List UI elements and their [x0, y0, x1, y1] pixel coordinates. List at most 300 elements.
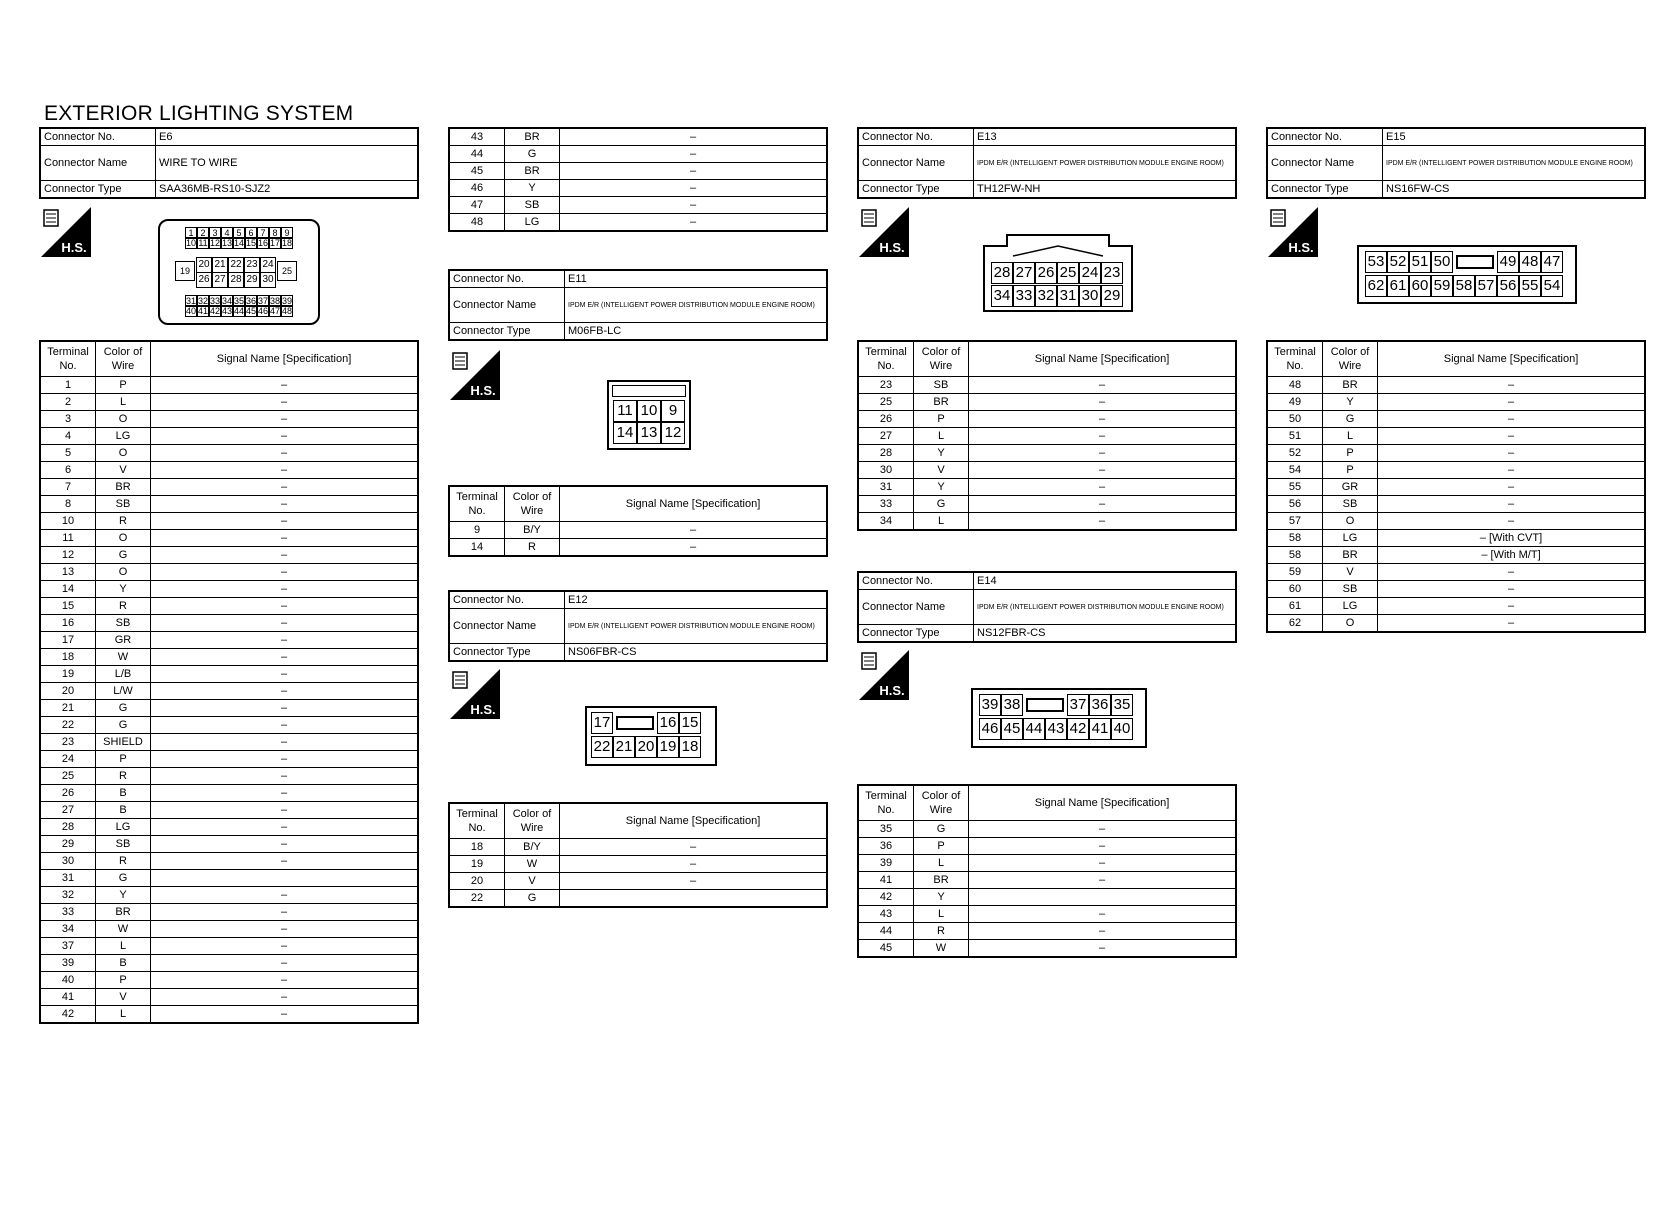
hs-badge-text: H.S. — [470, 383, 496, 398]
wire-color-cell: L — [96, 1006, 151, 1024]
pin: 58 — [1453, 275, 1475, 297]
table-row — [1267, 564, 1645, 581]
table-row — [40, 955, 418, 972]
terminal-no-cell: 25 — [858, 394, 914, 411]
connector-info-e15 — [1266, 127, 1646, 199]
pin: 3 — [209, 227, 221, 239]
keyway — [1453, 251, 1497, 273]
wire-color-cell: R — [96, 513, 151, 530]
pin: 25 — [277, 261, 297, 281]
signal-name-cell: – — [151, 785, 419, 802]
header-terminal: Terminal No. — [449, 486, 505, 522]
connector-face-e11 — [607, 380, 691, 450]
terminal-no-cell: 46 — [449, 180, 505, 197]
table-row — [40, 632, 418, 649]
pin: 33 — [1013, 285, 1035, 307]
connector-info-e13 — [857, 127, 1237, 199]
terminal-no-cell: 9 — [449, 522, 505, 539]
pin: 61 — [1387, 275, 1409, 297]
signal-name-cell: – — [1378, 411, 1646, 428]
terminal-no-cell: 50 — [1267, 411, 1323, 428]
pin: 24 — [1079, 262, 1101, 284]
pin: 40 — [1111, 718, 1133, 740]
wire-color-cell: V — [96, 462, 151, 479]
wire-color-cell: G — [505, 890, 560, 908]
terminal-no-cell: 27 — [858, 428, 914, 445]
table-row — [1267, 411, 1645, 428]
terminal-no-cell: 31 — [858, 479, 914, 496]
signal-name-cell: – — [151, 411, 419, 428]
wire-color-cell: LG — [96, 428, 151, 445]
pin: 43 — [1045, 718, 1067, 740]
pin: 28 — [228, 272, 244, 288]
table-row — [40, 802, 418, 819]
label-connector-type: Connector Type — [40, 181, 156, 199]
signal-name-cell: – — [560, 856, 828, 873]
terminal-no-cell: 6 — [40, 462, 96, 479]
connector-no-value: E15 — [1383, 128, 1646, 146]
pin: 1 — [185, 227, 197, 239]
connector-face-e12 — [585, 706, 717, 766]
wire-color-cell: Y — [96, 581, 151, 598]
terminal-no-cell: 41 — [858, 872, 914, 889]
terminal-no-cell: 13 — [40, 564, 96, 581]
header-terminal: Terminal No. — [1267, 341, 1323, 377]
terminal-no-cell: 37 — [40, 938, 96, 955]
signal-name-cell: – — [560, 214, 828, 232]
signal-name-cell: – — [969, 838, 1237, 855]
table-row — [40, 394, 418, 411]
label-connector-type: Connector Type — [858, 625, 974, 643]
pin: 46 — [979, 718, 1001, 740]
pin: 48 — [282, 306, 293, 316]
header-signal: Signal Name [Specification] — [1378, 341, 1646, 377]
signal-name-cell: – — [151, 513, 419, 530]
table-row — [40, 598, 418, 615]
terminal-table-e15 — [1266, 340, 1646, 633]
pin: 11 — [613, 400, 637, 422]
terminal-no-cell: 8 — [40, 496, 96, 513]
table-row — [40, 904, 418, 921]
terminal-no-cell: 21 — [40, 700, 96, 717]
pin: 33 — [210, 296, 221, 306]
pin: 38 — [270, 296, 281, 306]
signal-name-cell: – — [1378, 496, 1646, 513]
wire-color-cell: B/Y — [505, 839, 560, 856]
terminal-no-cell: 28 — [858, 445, 914, 462]
terminal-no-cell: 18 — [40, 649, 96, 666]
pin: 45 — [1001, 718, 1023, 740]
wire-color-cell: Y — [914, 889, 969, 906]
terminal-no-cell: 20 — [449, 873, 505, 890]
terminal-table-e6-wrap — [39, 340, 419, 1024]
connector-face-e15 — [1357, 245, 1577, 304]
wire-color-cell: B/Y — [505, 522, 560, 539]
connector-info-e14 — [857, 571, 1237, 643]
header-signal: Signal Name [Specification] — [560, 486, 828, 522]
pin: 31 — [1057, 285, 1079, 307]
table-row — [40, 428, 418, 445]
signal-name-cell: – — [151, 547, 419, 564]
connector-e12 — [448, 590, 828, 662]
table-row — [40, 666, 418, 683]
table-row — [40, 377, 418, 394]
pin: 19 — [657, 736, 679, 758]
connector-type-value: NS06FBR-CS — [565, 644, 828, 662]
terminal-no-cell: 25 — [40, 768, 96, 785]
header-color: Color of Wire — [1323, 341, 1378, 377]
signal-name-cell: – [With CVT] — [1378, 530, 1646, 547]
wire-color-cell: SHIELD — [96, 734, 151, 751]
pin: 23 — [1101, 262, 1123, 284]
terminal-no-cell: 52 — [1267, 445, 1323, 462]
wire-color-cell: LG — [1323, 598, 1378, 615]
table-row — [449, 146, 827, 163]
connector-face-e13 — [983, 234, 1133, 312]
wire-color-cell: G — [96, 547, 151, 564]
table-row — [1267, 377, 1645, 394]
pin: 46 — [258, 306, 269, 316]
label-connector-no: Connector No. — [449, 270, 565, 288]
table-row — [858, 445, 1236, 462]
terminal-no-cell: 39 — [40, 955, 96, 972]
table-row — [858, 394, 1236, 411]
pin: 51 — [1409, 251, 1431, 273]
table-row — [40, 496, 418, 513]
terminal-no-cell: 59 — [1267, 564, 1323, 581]
terminal-no-cell: 48 — [449, 214, 505, 232]
wire-color-cell: Y — [1323, 394, 1378, 411]
pin: 38 — [1001, 694, 1023, 716]
signal-name-cell: – — [969, 872, 1237, 889]
label-connector-no: Connector No. — [1267, 128, 1383, 146]
wire-color-cell: SB — [914, 377, 969, 394]
pin: 45 — [246, 306, 257, 316]
pin: 40 — [186, 306, 197, 316]
pin: 10 — [637, 400, 661, 422]
wire-color-cell: V — [96, 989, 151, 1006]
table-row — [449, 214, 827, 232]
terminal-table-e6-cont-wrap — [448, 127, 828, 232]
pin: 55 — [1519, 275, 1541, 297]
connector-no-value: E13 — [974, 128, 1237, 146]
wire-color-cell: O — [1323, 615, 1378, 633]
terminal-no-cell: 16 — [40, 615, 96, 632]
pin: 13 — [637, 422, 661, 444]
header-signal: Signal Name [Specification] — [151, 341, 419, 377]
header-color: Color of Wire — [914, 341, 969, 377]
pin: 2 — [197, 227, 209, 239]
pin: 32 — [198, 296, 209, 306]
wire-color-cell: G — [505, 146, 560, 163]
terminal-no-cell: 24 — [40, 751, 96, 768]
table-row — [449, 197, 827, 214]
wire-color-cell: V — [1323, 564, 1378, 581]
terminal-no-cell: 55 — [1267, 479, 1323, 496]
terminal-table-e6-cont — [448, 127, 828, 232]
wire-color-cell: W — [96, 649, 151, 666]
terminal-no-cell: 2 — [40, 394, 96, 411]
pin: 31 — [186, 296, 197, 306]
terminal-no-cell: 1 — [40, 377, 96, 394]
table-row — [40, 700, 418, 717]
signal-name-cell: – — [560, 839, 828, 856]
table-row — [40, 649, 418, 666]
table-row — [858, 411, 1236, 428]
table-row — [449, 890, 827, 908]
signal-name-cell — [969, 889, 1237, 906]
table-row — [858, 428, 1236, 445]
signal-name-cell: – — [1378, 598, 1646, 615]
terminal-no-cell: 42 — [40, 1006, 96, 1024]
pin: 37 — [1067, 694, 1089, 716]
connector-info-e12 — [448, 590, 828, 662]
terminal-no-cell: 23 — [40, 734, 96, 751]
terminal-no-cell: 44 — [858, 923, 914, 940]
table-row — [40, 581, 418, 598]
terminal-no-cell: 48 — [1267, 377, 1323, 394]
table-row — [449, 180, 827, 197]
pin: 56 — [1497, 275, 1519, 297]
pin: 20 — [635, 736, 657, 758]
terminal-no-cell: 61 — [1267, 598, 1323, 615]
connector-type-value: NS12FBR-CS — [974, 625, 1237, 643]
terminal-no-cell: 49 — [1267, 394, 1323, 411]
pin: 9 — [661, 400, 685, 422]
table-row — [858, 513, 1236, 531]
signal-name-cell: – — [151, 615, 419, 632]
table-row — [40, 683, 418, 700]
page-title: EXTERIOR LIGHTING SYSTEM — [44, 102, 354, 125]
wire-color-cell: L/B — [96, 666, 151, 683]
pin: 43 — [222, 306, 233, 316]
connector-no-value: E12 — [565, 591, 828, 609]
hs-badge-text: H.S. — [470, 702, 496, 717]
pin: 27 — [1013, 262, 1035, 284]
signal-name-cell: – — [969, 513, 1237, 531]
wire-color-cell: BR — [914, 872, 969, 889]
pin: 18 — [679, 736, 701, 758]
wire-color-cell: Y — [914, 445, 969, 462]
signal-name-cell: – — [560, 539, 828, 557]
terminal-table-e12 — [448, 802, 828, 908]
hs-badge-text: H.S. — [879, 240, 905, 255]
wire-color-cell: R — [96, 853, 151, 870]
table-row — [1267, 598, 1645, 615]
pin: 53 — [1365, 251, 1387, 273]
label-connector-name: Connector Name — [858, 590, 974, 625]
pin: 6 — [245, 227, 257, 239]
pin: 16 — [657, 712, 679, 734]
table-row — [40, 717, 418, 734]
table-row — [40, 479, 418, 496]
table-row — [858, 821, 1236, 838]
pin: 57 — [1475, 275, 1497, 297]
connector-e13 — [857, 127, 1237, 199]
table-row — [40, 411, 418, 428]
terminal-no-cell: 45 — [449, 163, 505, 180]
pin: 8 — [269, 227, 281, 239]
connector-no-value: E11 — [565, 270, 828, 288]
terminal-no-cell: 3 — [40, 411, 96, 428]
wire-color-cell: SB — [505, 197, 560, 214]
terminal-no-cell: 26 — [40, 785, 96, 802]
hs-badge-text: H.S. — [61, 240, 87, 255]
label-connector-no: Connector No. — [858, 572, 974, 590]
terminal-no-cell: 42 — [858, 889, 914, 906]
table-row — [1267, 462, 1645, 479]
signal-name-cell: – — [151, 445, 419, 462]
header-color: Color of Wire — [505, 486, 560, 522]
signal-name-cell: – — [151, 802, 419, 819]
pin: 44 — [1023, 718, 1045, 740]
terminal-no-cell: 12 — [40, 547, 96, 564]
signal-name-cell: – — [151, 700, 419, 717]
pin: 60 — [1409, 275, 1431, 297]
pin: 48 — [1519, 251, 1541, 273]
signal-name-cell: – — [151, 734, 419, 751]
wire-color-cell: L — [914, 513, 969, 531]
pin: 42 — [1067, 718, 1089, 740]
table-row — [1267, 581, 1645, 598]
signal-name-cell: – — [151, 887, 419, 904]
connector-e14 — [857, 571, 1237, 643]
header-terminal: Terminal No. — [449, 803, 505, 839]
terminal-no-cell: 29 — [40, 836, 96, 853]
wire-color-cell: P — [1323, 462, 1378, 479]
wire-color-cell: P — [914, 411, 969, 428]
table-row — [40, 938, 418, 955]
signal-name-cell: – — [969, 940, 1237, 958]
terminal-no-cell: 14 — [40, 581, 96, 598]
terminal-no-cell: 26 — [858, 411, 914, 428]
table-row — [1267, 547, 1645, 564]
wire-color-cell: G — [914, 496, 969, 513]
signal-name-cell: – — [1378, 513, 1646, 530]
wire-color-cell: P — [96, 751, 151, 768]
signal-name-cell: – — [151, 632, 419, 649]
wire-color-cell: L — [914, 855, 969, 872]
signal-name-cell: – — [151, 530, 419, 547]
pin: 13 — [222, 238, 233, 248]
harness-side-icon — [41, 207, 91, 257]
signal-name-cell: – — [151, 598, 419, 615]
table-row — [858, 479, 1236, 496]
signal-name-cell: – — [969, 428, 1237, 445]
table-row — [40, 921, 418, 938]
connector-e11 — [448, 269, 828, 341]
label-connector-name: Connector Name — [449, 609, 565, 644]
pin: 30 — [1079, 285, 1101, 307]
pin: 12 — [210, 238, 221, 248]
terminal-no-cell: 32 — [40, 887, 96, 904]
terminal-no-cell: 7 — [40, 479, 96, 496]
connector-type-value: SAA36MB-RS10-SJZ2 — [156, 181, 419, 199]
pin: 41 — [1089, 718, 1111, 740]
table-row — [858, 377, 1236, 394]
table-row — [40, 615, 418, 632]
terminal-no-cell: 4 — [40, 428, 96, 445]
terminal-no-cell: 34 — [858, 513, 914, 531]
signal-name-cell: – — [151, 666, 419, 683]
label-connector-type: Connector Type — [449, 644, 565, 662]
wire-color-cell: P — [914, 838, 969, 855]
pin: 50 — [1431, 251, 1453, 273]
signal-name-cell: – — [151, 683, 419, 700]
signal-name-cell: – — [151, 462, 419, 479]
terminal-no-cell: 19 — [40, 666, 96, 683]
terminal-no-cell: 17 — [40, 632, 96, 649]
wire-color-cell: G — [96, 870, 151, 887]
signal-name-cell: – — [969, 377, 1237, 394]
table-row — [858, 838, 1236, 855]
pin: 19 — [175, 261, 195, 281]
signal-name-cell: – — [151, 479, 419, 496]
connector-info-e11 — [448, 269, 828, 341]
pin: 36 — [246, 296, 257, 306]
header-terminal: Terminal No. — [40, 341, 96, 377]
pin: 32 — [1035, 285, 1057, 307]
pin: 15 — [679, 712, 701, 734]
terminal-no-cell: 41 — [40, 989, 96, 1006]
terminal-no-cell: 15 — [40, 598, 96, 615]
wire-color-cell: L — [914, 906, 969, 923]
connector-e6 — [39, 127, 419, 199]
signal-name-cell: – — [1378, 377, 1646, 394]
terminal-no-cell: 18 — [449, 839, 505, 856]
table-row — [40, 989, 418, 1006]
wire-color-cell: W — [505, 856, 560, 873]
label-connector-type: Connector Type — [449, 323, 565, 341]
table-row — [449, 128, 827, 146]
wire-color-cell: P — [96, 377, 151, 394]
table-row — [1267, 530, 1645, 547]
pin: 26 — [1035, 262, 1057, 284]
signal-name-cell: – — [560, 163, 828, 180]
pin: 47 — [270, 306, 281, 316]
signal-name-cell: – — [969, 906, 1237, 923]
table-row — [40, 547, 418, 564]
harness-side-icon — [859, 650, 909, 700]
signal-name-cell: – — [151, 972, 419, 989]
pin: 26 — [196, 272, 212, 288]
pin: 62 — [1365, 275, 1387, 297]
terminal-no-cell: 58 — [1267, 547, 1323, 564]
wire-color-cell: W — [914, 940, 969, 958]
wire-color-cell: P — [1323, 445, 1378, 462]
signal-name-cell: – — [560, 180, 828, 197]
signal-name-cell: – — [969, 462, 1237, 479]
signal-name-cell: – — [969, 821, 1237, 838]
terminal-no-cell: 11 — [40, 530, 96, 547]
pin: 21 — [613, 736, 635, 758]
terminal-no-cell: 45 — [858, 940, 914, 958]
wire-color-cell: SB — [96, 836, 151, 853]
signal-name-cell: – [With M/T] — [1378, 547, 1646, 564]
signal-name-cell: – — [560, 128, 828, 146]
wire-color-cell: G — [96, 700, 151, 717]
signal-name-cell: – — [1378, 394, 1646, 411]
wire-color-cell: BR — [1323, 547, 1378, 564]
terminal-no-cell: 34 — [40, 921, 96, 938]
wire-color-cell: L — [914, 428, 969, 445]
signal-name-cell: – — [151, 989, 419, 1006]
pin: 41 — [198, 306, 209, 316]
table-row — [858, 496, 1236, 513]
table-row — [40, 445, 418, 462]
pin: 44 — [234, 306, 245, 316]
signal-name-cell: – — [151, 717, 419, 734]
